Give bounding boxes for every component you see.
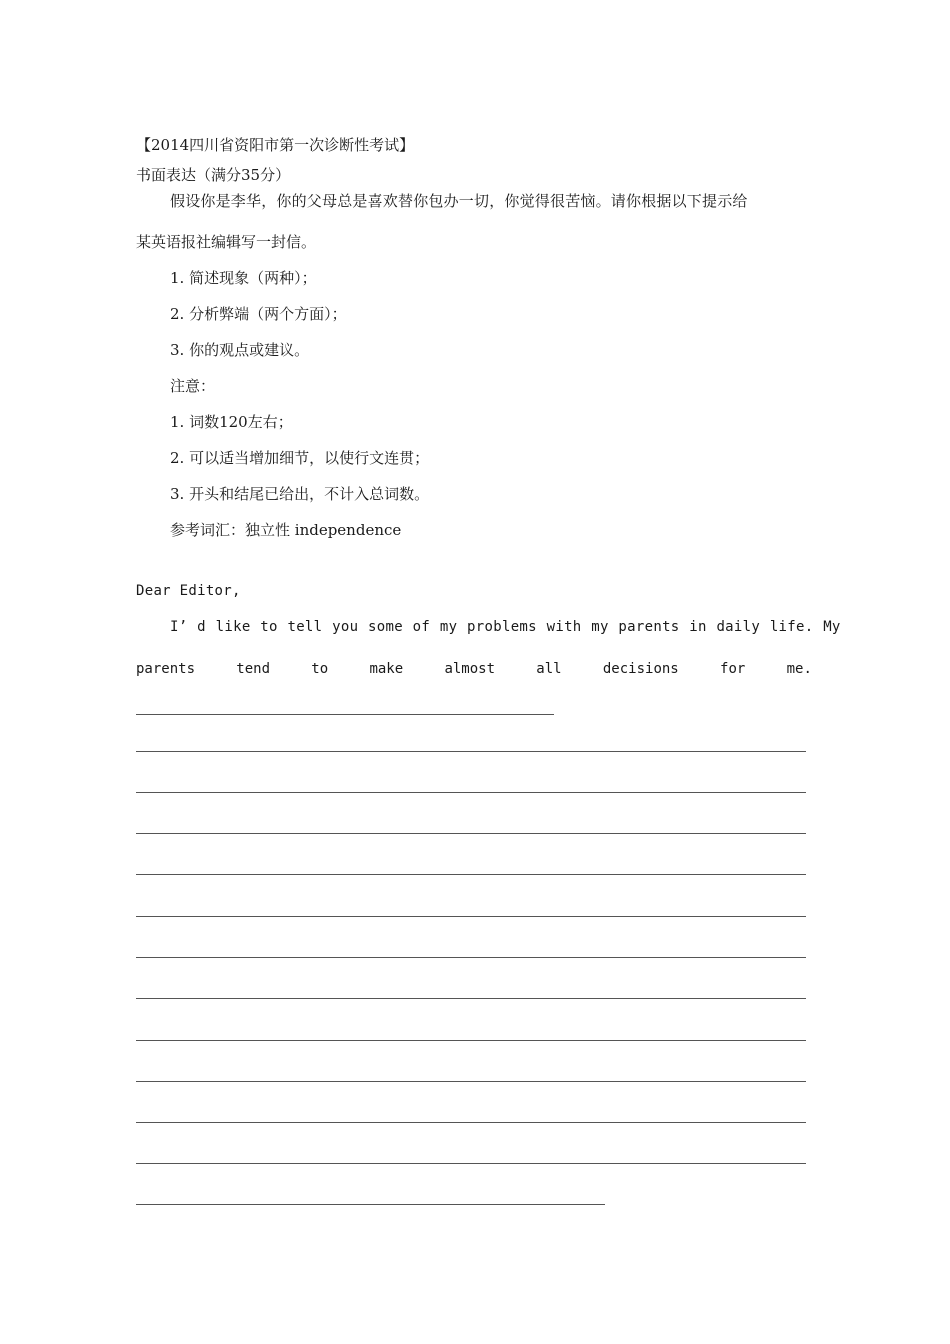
point-3: 3. 你的观点或建议。 (170, 341, 310, 359)
letter-word: me. (786, 661, 812, 677)
point-2: 2. 分析弊端（两个方面）； (170, 305, 347, 323)
prompt-line-1: 假设你是李华，你的父母总是喜欢替你包办一切，你觉得很苦恼。请你根据以下提示给 (170, 192, 748, 210)
letter-word: almost (444, 661, 496, 677)
answer-line[interactable] (136, 916, 806, 917)
letter-word: tend (236, 661, 271, 677)
point-1: 1. 简述现象（两种）； (170, 269, 317, 287)
section-heading: 书面表达（满分35分） (136, 166, 291, 184)
answer-line[interactable] (136, 1204, 605, 1205)
answer-line[interactable] (136, 998, 806, 999)
letter-word: for (720, 661, 746, 677)
answer-line[interactable] (136, 751, 806, 752)
note-3: 3. 开头和结尾已给出，不计入总词数。 (170, 485, 430, 503)
answer-line[interactable] (136, 833, 806, 834)
letter-line-2 (136, 659, 812, 679)
answer-line[interactable] (136, 874, 806, 875)
letter-word: to (311, 661, 329, 677)
answer-line[interactable] (136, 1081, 806, 1082)
notes-label: 注意： (170, 377, 216, 395)
letter-word: decisions (602, 661, 679, 677)
answer-line[interactable] (136, 957, 806, 958)
note-1: 1. 词数120左右； (170, 413, 293, 431)
note-2: 2. 可以适当增加细节，以使行文连贯； (170, 449, 430, 467)
letter-word: parents (136, 661, 196, 677)
letter-word: make (369, 661, 404, 677)
exam-title: 【2014四川省资阳市第一次诊断性考试】 (136, 136, 415, 154)
answer-line[interactable] (136, 1040, 806, 1041)
answer-line[interactable] (136, 714, 554, 715)
letter-line-1: I’ d like to tell you some of my problems with my parents in daily life. My (170, 619, 841, 635)
answer-line[interactable] (136, 1163, 806, 1164)
answer-line[interactable] (136, 792, 806, 793)
vocab-hint: 参考词汇：独立性 independence (170, 521, 402, 539)
letter-salutation: Dear Editor, (136, 583, 241, 599)
answer-line[interactable] (136, 1122, 806, 1123)
letter-word: all (536, 661, 562, 677)
prompt-line-2: 某英语报社编辑写一封信。 (136, 233, 317, 251)
